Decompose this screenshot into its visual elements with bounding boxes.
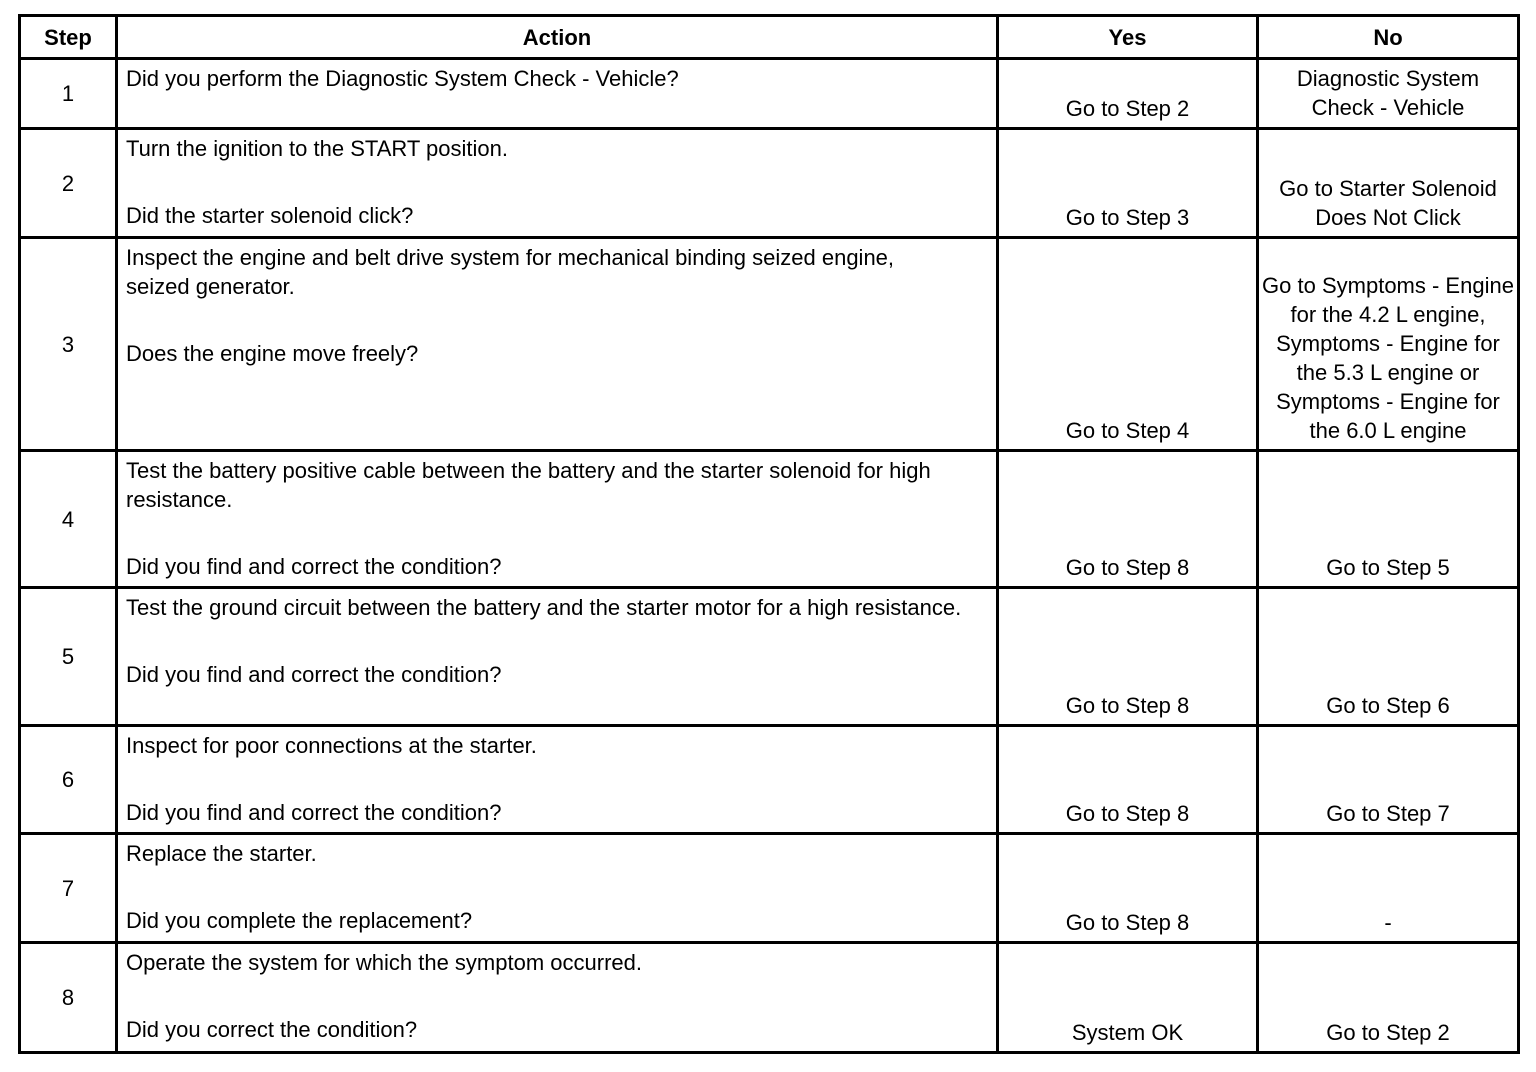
action-cell [118, 130, 999, 236]
action-question: Did you complete the replacement? [126, 908, 473, 933]
yes-cell [999, 239, 1259, 449]
action-question: Did you correct the condition? [126, 1017, 418, 1042]
no-cell [1259, 130, 1517, 236]
yes-cell [999, 944, 1259, 1051]
table-row [21, 835, 1517, 944]
action-question: Did you find and correct the condition? [126, 662, 502, 687]
step-number: 1 [21, 60, 118, 127]
action-cell [118, 727, 999, 832]
yes-cell [999, 60, 1259, 127]
step-number: 5 [21, 589, 118, 724]
action-text: Replace the starter. [126, 841, 317, 866]
action-question: Did you find and correct the condition? [126, 800, 502, 825]
step-number: 2 [21, 130, 118, 236]
yes-result: System OK [1071, 1020, 1184, 1045]
header-step: Step [21, 17, 118, 57]
yes-result: Go to Step 4 [1065, 418, 1190, 443]
action-cell [118, 239, 999, 449]
yes-result: Go to Step 8 [1065, 910, 1190, 935]
action-text: Inspect the engine and belt drive system for mechanical binding seized engine, seized generator. [126, 245, 895, 299]
no-result: Go to Step 7 [1326, 801, 1450, 826]
no-result: Diagnostic System Check - Vehicle [1296, 66, 1480, 120]
yes-cell [999, 452, 1259, 586]
table-row [21, 589, 1517, 727]
action-cell [118, 589, 999, 724]
table-row [21, 239, 1517, 452]
yes-result: Go to Step 3 [1065, 205, 1190, 230]
no-result: Go to Starter Solenoid Does Not Click [1279, 176, 1497, 230]
action-text: Turn the ignition to the START position. [126, 136, 508, 161]
yes-result: Go to Step 8 [1065, 555, 1190, 580]
action-cell [118, 60, 999, 127]
header-no: No [1373, 24, 1403, 50]
yes-cell [999, 835, 1259, 941]
no-cell [1259, 452, 1517, 586]
header-action: Action [118, 17, 999, 57]
no-cell [1259, 727, 1517, 832]
no-cell [1259, 835, 1517, 941]
yes-cell [999, 589, 1259, 724]
action-text: Inspect for poor connections at the starter. [126, 733, 537, 758]
step-number: 4 [21, 452, 118, 586]
action-question: Did the starter solenoid click? [126, 203, 414, 228]
table-header-row [21, 17, 1517, 60]
yes-cell [999, 727, 1259, 832]
action-text: Did you perform the Diagnostic System Check - Vehicle? [126, 66, 679, 91]
no-cell [1259, 589, 1517, 724]
table-row [21, 727, 1517, 835]
table-row [21, 60, 1517, 130]
step-number: 3 [21, 239, 118, 449]
action-text: Test the battery positive cable between the battery and the starter solenoid for high resistance. [126, 458, 931, 512]
step-number: 8 [21, 944, 118, 1051]
header-yes: Yes [999, 17, 1259, 57]
no-result: Go to Step 5 [1326, 555, 1450, 580]
no-result: Go to Step 2 [1326, 1020, 1450, 1045]
yes-result: Go to Step 8 [1065, 693, 1190, 718]
diagnostic-table [18, 14, 1520, 1054]
table-row [21, 130, 1517, 239]
no-result: - [1384, 910, 1392, 935]
no-result: Go to Step 6 [1326, 693, 1450, 718]
table-row [21, 944, 1517, 1051]
no-result: Go to Symptoms - Engine for the 4.2 L engine, Symptoms - Engine for the 5.3 L engine or Symptoms - Engine for the 6.0 L engine [1262, 273, 1514, 443]
action-cell [118, 452, 999, 586]
step-number: 7 [21, 835, 118, 941]
yes-result: Go to Step 8 [1065, 801, 1190, 826]
yes-cell [999, 130, 1259, 236]
no-cell [1259, 239, 1517, 449]
step-number: 6 [21, 727, 118, 832]
action-text: Operate the system for which the symptom occurred. [126, 950, 642, 975]
action-text: Test the ground circuit between the battery and the starter motor for a high resistance. [126, 595, 962, 620]
action-cell [118, 835, 999, 941]
table-row [21, 452, 1517, 589]
action-question: Does the engine move freely? [126, 341, 419, 366]
yes-result: Go to Step 2 [1065, 96, 1190, 121]
no-cell [1259, 60, 1517, 127]
action-question: Did you find and correct the condition? [126, 554, 502, 579]
action-cell [118, 944, 999, 1051]
no-cell [1259, 944, 1517, 1051]
